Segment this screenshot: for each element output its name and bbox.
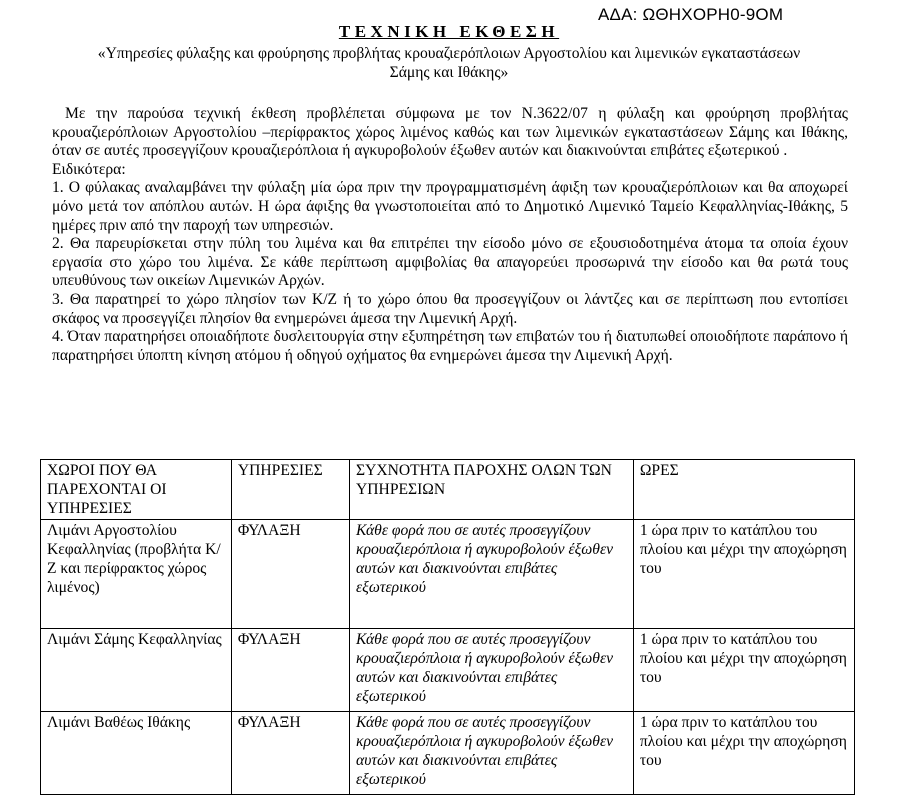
- intro-paragraph: Με την παρούσα τεχνική έκθεση προβλέπεται σύμφωνα με τον Ν.3622/07 η φύλαξη και φρούρηση προβλήτας κρουαζιερόπλοιων Αργοστολίου –περίφρακτος χώρος λιμένος καθώς και των λιμενικών εγκαταστάσεων Σάμης και Ιθάκης, όταν σε αυτές προσεγγίζουν κρουαζιερόπλοια ή αγκυροβολούν έξωθεν αυτών και διακινούνται επιβάτες εξωτερικού .: [52, 105, 848, 160]
- header-services: ΥΠΗΡΕΣΙΕΣ: [231, 460, 349, 520]
- header-frequency: ΣΥΧΝΟΤΗΤΑ ΠΑΡΟΧΗΣ ΟΛΩΝ ΤΩΝ ΥΠΗΡΕΣΙΩΝ: [350, 460, 634, 520]
- cell-location: Λιμάνι Αργοστολίου Κεφαλληνίας (προβλήτα Κ/Ζ και περίφρακτος χώρος λιμένος): [41, 520, 232, 629]
- ada-code: ΑΔΑ: ΩΘΗΧΟΡΗ0-9ΟΜ: [598, 5, 784, 24]
- item-1: 1. Ο φύλακας αναλαμβάνει την φύλαξη μία ώρα πριν την προγραμματισμένη άφιξη των κρουαζιερόπλοιων και θα αποχωρεί μόνο μετά τον απόπλου αυτών. Η ώρα άφιξης θα γνωστοποιείται από το Δημοτικό Λιμενικό Ταμείο Κεφαλληνίας-Ιθάκης, 5 ημέρες πριν από την παροχή των υπηρεσιών.: [52, 179, 848, 234]
- document-subtitle: «Υπηρεσίες φύλαξης και φρούρησης προβλήτας κρουαζιερόπλοιων Αργοστολίου και λιμενικών εγκαταστάσεων Σάμης και Ιθάκης»: [97, 45, 801, 81]
- item-3: 3. Θα παρατηρεί το χώρο πλησίον των Κ/Ζ ή το χώρο όπου θα προσεγγίζουν οι λάντζες και σε περίπτωση που εντοπίσει σκάφος να προσεγγίζει πλησίον θα ενημερώνει άμεσα την Λιμενική Αρχή.: [52, 290, 848, 327]
- cell-frequency: Κάθε φορά που σε αυτές προσεγγίζουν κρουαζιερόπλοια ή αγκυροβολούν έξωθεν αυτών και διακινούνται επιβάτες εξωτερικού: [350, 712, 634, 795]
- cell-location: Λιμάνι Βαθέως Ιθάκης: [41, 712, 232, 795]
- cell-service: ΦΥΛΑΞΗ: [231, 520, 349, 629]
- document-title: ΤΕΧΝΙΚΗ ΕΚΘΕΣΗ: [338, 22, 560, 41]
- specifics-label: Ειδικότερα:: [52, 160, 126, 178]
- item-4: 4. Όταν παρατηρήσει οποιαδήποτε δυσλειτουργία στην εξυπηρέτηση των επιβατών του ή διατυπωθεί οποιοδήποτε παράπονο ή παρατηρήσει ύποπτη κίνηση ατόμου ή οδηγού οχήματος θα ενημερώνει άμεσα την Λιμενική Αρχή.: [52, 328, 848, 364]
- cell-frequency: Κάθε φορά που σε αυτές προσεγγίζουν κρουαζιερόπλοια ή αγκυροβολούν έξωθεν αυτών και διακινούνται επιβάτες εξωτερικού: [350, 629, 634, 712]
- cell-hours: 1 ώρα πριν το κατάπλου του πλοίου και μέχρι την αποχώρηση του: [633, 520, 854, 629]
- header-hours: ΩΡΕΣ: [633, 460, 854, 520]
- item-2: 2. Θα παρευρίσκεται στην πύλη του λιμένα και θα επιτρέπει την είσοδο μόνο σε εξουσιοδοτημένα άτομα τα οποία έχουν εργασία στο χώρο του λιμένα. Σε κάθε περίπτωση αμφιβολίας θα απαγορεύει προσωρινά την είσοδο και θα ρωτά τους υπευθύνους των οικείων Λιμενικών Αρχών.: [52, 235, 848, 290]
- services-table: [40, 459, 855, 795]
- table-row: [41, 629, 855, 712]
- header-locations: ΧΩΡΟΙ ΠΟΥ ΘΑ ΠΑΡΕΧΟΝΤΑΙ ΟΙ ΥΠΗΡΕΣΙΕΣ: [41, 460, 232, 520]
- document-body: [52, 105, 848, 365]
- cell-service: ΦΥΛΑΞΗ: [231, 712, 349, 795]
- cell-hours: 1 ώρα πριν το κατάπλου του πλοίου και μέχρι την αποχώρηση του: [633, 629, 854, 712]
- table-row: [41, 520, 855, 629]
- cell-location: Λιμάνι Σάμης Κεφαλληνίας: [41, 629, 232, 712]
- cell-hours: 1 ώρα πριν το κατάπλου του πλοίου και μέχρι την αποχώρηση του: [633, 712, 854, 795]
- cell-frequency: Κάθε φορά που σε αυτές προσεγγίζουν κρουαζιερόπλοια ή αγκυροβολούν έξωθεν αυτών και διακινούνται επιβάτες εξωτερικού: [350, 520, 634, 629]
- table-row: [41, 712, 855, 795]
- cell-service: ΦΥΛΑΞΗ: [231, 629, 349, 712]
- table-header-row: [41, 460, 855, 520]
